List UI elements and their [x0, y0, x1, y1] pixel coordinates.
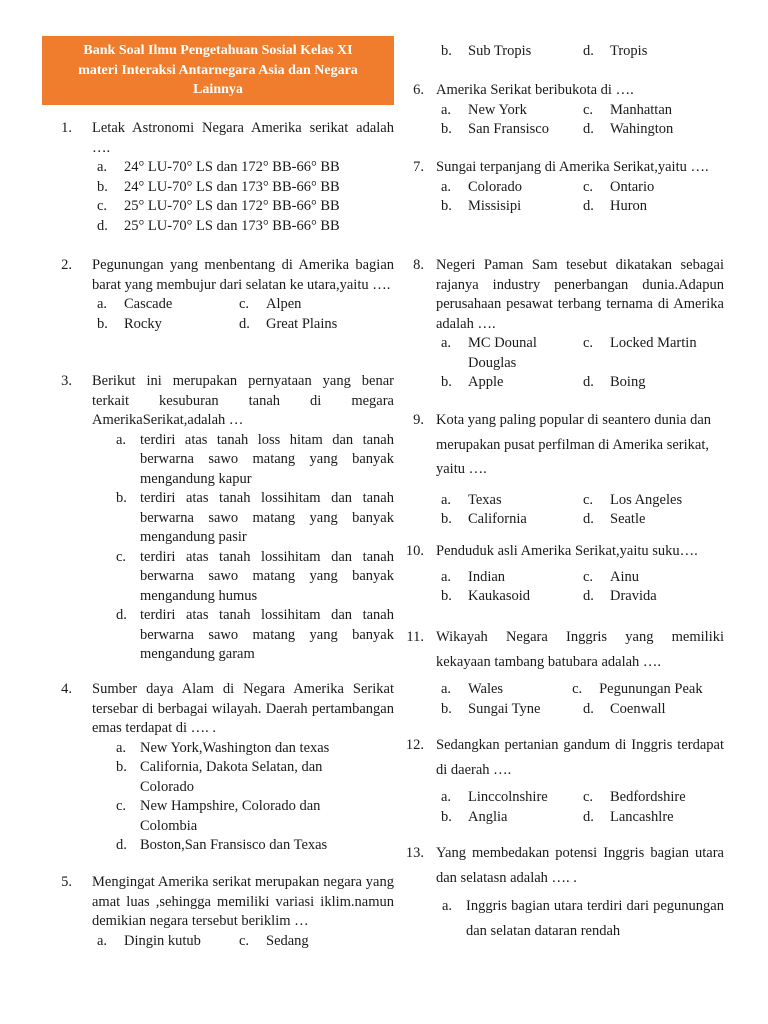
question-text: Letak Astronomi Negara Amerika serikat adalah …. — [92, 120, 394, 156]
question-5-continued — [412, 42, 724, 62]
question-text: Sungai terpanjang di Amerika Serikat,yaitu …. — [436, 159, 709, 175]
question-5 — [42, 873, 394, 951]
question-11 — [406, 625, 724, 719]
question-text: Negeri Paman Sam tesebut dikatakan sebagai rajanya industry penerbangan dunia.Adapun perusahaan pesawat terbang ternama di Amerika adalah …. — [436, 257, 724, 332]
option-c[interactable]: c. 25° LU-70° LS dan 172° BB-66° BB — [97, 198, 340, 214]
option-c[interactable]: c. Ontario — [583, 178, 655, 195]
option-a[interactable]: a. Indian — [441, 568, 506, 585]
option-d[interactable]: d. Great Plains — [239, 315, 338, 332]
option-a[interactable]: a. Cascade — [97, 296, 173, 312]
option-b[interactable]: b. Kaukasoid — [441, 588, 531, 604]
option-a[interactable]: a. MC Dounal Douglas — [441, 335, 537, 371]
title-line-3: Lainnya — [193, 82, 243, 97]
answer-options — [436, 42, 724, 62]
question-number: 13. — [405, 845, 424, 861]
option-b[interactable]: b. 24° LU-70° LS dan 173° BB-66° BB — [97, 178, 340, 195]
answer-options — [436, 491, 724, 530]
question-12 — [405, 733, 724, 827]
option-c[interactable]: c. terdiri atas tanah lossihitam dan tanah berwarna sawo matang yang banyak mengandung humus — [116, 548, 394, 604]
option-d[interactable]: d. Dravida — [583, 588, 657, 604]
option-c[interactable]: c. Alpen — [239, 296, 302, 312]
option-c[interactable]: c. Ainu — [583, 568, 639, 585]
option-b[interactable]: b. California, Dakota Selatan, dan Colorado — [116, 759, 323, 795]
answer-options — [92, 932, 394, 952]
title-banner — [42, 36, 394, 105]
option-b[interactable]: b. Apple — [441, 374, 504, 390]
option-d[interactable]: d. Huron — [583, 198, 648, 214]
option-a[interactable]: a. Linccolnshire — [441, 789, 548, 805]
option-d[interactable]: d. terdiri atas tanah lossihitam dan tanah berwarna sawo matang yang banyak mengandung garam — [116, 607, 394, 662]
option-b[interactable]: b. Missisipi — [441, 198, 522, 214]
option-d[interactable]: d. Coenwall — [583, 700, 666, 717]
question-number: 9. — [413, 412, 424, 428]
option-c[interactable]: c. Sedang — [239, 932, 309, 949]
question-9 — [412, 408, 724, 530]
title-line-2: materi Interaksi Antarnegara Asia dan Negara — [78, 62, 358, 78]
option-a[interactable]: a. Texas — [441, 491, 502, 508]
option-b[interactable]: b. Rocky — [97, 315, 162, 332]
question-number: 1. — [61, 120, 72, 136]
option-c[interactable]: c. Los Angeles — [583, 491, 683, 508]
option-a[interactable]: a. Dingin kutub — [97, 932, 201, 949]
option-b[interactable]: b. San Fransisco — [441, 121, 549, 137]
answer-options — [436, 101, 724, 140]
question-number: 4. — [61, 681, 72, 697]
option-a[interactable]: a. New York,Washington dan texas — [116, 739, 330, 756]
question-10 — [405, 542, 724, 607]
option-a[interactable]: a. Inggris bagian utara terdiri dari pegunungan dan selatan dataran rendah — [442, 898, 724, 939]
option-b[interactable]: b. Sungai Tyne — [441, 700, 541, 717]
question-text: Mengingat Amerika serikat merupakan negara yang amat luas ,sehingga memiliki variasi iklim.namun demikian negara tersebut beriklim … — [92, 874, 394, 929]
option-b[interactable]: b. Anglia — [441, 808, 508, 825]
option-c[interactable]: c. Manhattan — [583, 101, 673, 118]
question-number: 10. — [405, 543, 424, 559]
question-4 — [42, 680, 394, 856]
question-text: Kota yang paling popular di seantero dunia dan merupakan pusat perfilman di Amerika serikat, yaitu …. — [436, 412, 712, 477]
question-text: Wikayah Negara Inggris yang memiliki kekayaan tambang batubara adalah …. — [436, 629, 724, 670]
question-number: 8. — [413, 257, 424, 273]
question-8 — [412, 256, 724, 393]
answer-options — [436, 680, 724, 719]
question-number: 2. — [61, 257, 72, 273]
option-a[interactable]: a. terdiri atas tanah loss hitam dan tanah berwarna sawo matang yang banyak mengandung kapur — [116, 431, 394, 487]
option-b[interactable]: b. Sub Tropis — [441, 43, 532, 59]
answer-options — [436, 894, 724, 944]
question-number: 6. — [413, 82, 424, 98]
answer-options — [92, 431, 394, 665]
answer-options — [92, 295, 394, 334]
question-text: Yang membedakan potensi Inggris bagian utara dan selatasn adalah …. . — [436, 845, 724, 886]
question-1 — [42, 119, 394, 236]
question-number: 11. — [406, 629, 424, 645]
answer-options — [436, 568, 724, 607]
option-a[interactable]: a. 24° LU-70° LS dan 172° BB-66° BB — [97, 159, 340, 175]
option-d[interactable]: d. Boing — [583, 374, 646, 390]
question-3 — [42, 372, 394, 665]
option-d[interactable]: d. Boston,San Fransisco dan Texas — [116, 837, 328, 853]
answer-options — [92, 739, 394, 856]
question-text: Berikut ini merupakan pernyataan yang benar terkait kesuburan tanah di megara AmerikaSerikat,adalah … — [92, 373, 394, 428]
option-d[interactable]: d. Seatle — [583, 511, 646, 527]
question-number: 12. — [405, 737, 424, 753]
option-a[interactable]: a. Colorado — [441, 178, 522, 195]
question-number: 7. — [413, 159, 424, 175]
option-c[interactable]: c. New Hampshire, Colorado dan Colombia — [116, 798, 321, 834]
option-c[interactable]: c. Locked Martin — [583, 335, 697, 351]
option-b[interactable]: b. terdiri atas tanah lossihitam dan tanah berwarna sawo matang yang banyak mengandung pasir — [116, 490, 394, 545]
option-d[interactable]: d. Lancashlre — [583, 808, 674, 825]
answer-options — [436, 334, 724, 393]
question-number: 3. — [61, 373, 72, 389]
question-text: Amerika Serikat beribukota di …. — [436, 82, 634, 98]
question-text: Penduduk asli Amerika Serikat,yaitu suku…. — [436, 543, 698, 559]
question-6 — [412, 81, 724, 140]
title-line-1: Bank Soal Ilmu Pengetahuan Sosial Kelas XI — [83, 43, 353, 58]
option-a[interactable]: a. Wales — [441, 681, 504, 697]
option-c[interactable]: c. Bedfordshire — [583, 789, 686, 805]
option-c[interactable]: c. Pegunungan Peak — [572, 681, 703, 697]
option-b[interactable]: b. California — [441, 511, 527, 527]
question-text: Pegunungan yang menbentang di Amerika bagian barat yang membujur dari selatan ke utara,yaitu …. — [92, 257, 394, 293]
option-d[interactable]: d. 25° LU-70° LS dan 173° BB-66° BB — [97, 217, 340, 234]
answer-options — [92, 158, 394, 236]
question-13 — [405, 841, 724, 944]
question-2 — [42, 256, 394, 334]
option-a[interactable]: a. New York — [441, 101, 527, 118]
question-text: Sumber daya Alam di Negara Amerika Serikat tersebar di berbagai wilayah. Daerah pertambangan emas terdapat di …. . — [92, 681, 394, 736]
question-text: Sedangkan pertanian gandum di Inggris terdapat di daerah …. — [436, 737, 724, 778]
option-d[interactable]: d. Wahington — [583, 121, 674, 137]
question-7 — [412, 158, 724, 217]
answer-options — [436, 178, 724, 217]
question-number: 5. — [61, 874, 72, 890]
answer-options — [436, 788, 724, 827]
option-d[interactable]: d. Tropis — [583, 43, 648, 59]
